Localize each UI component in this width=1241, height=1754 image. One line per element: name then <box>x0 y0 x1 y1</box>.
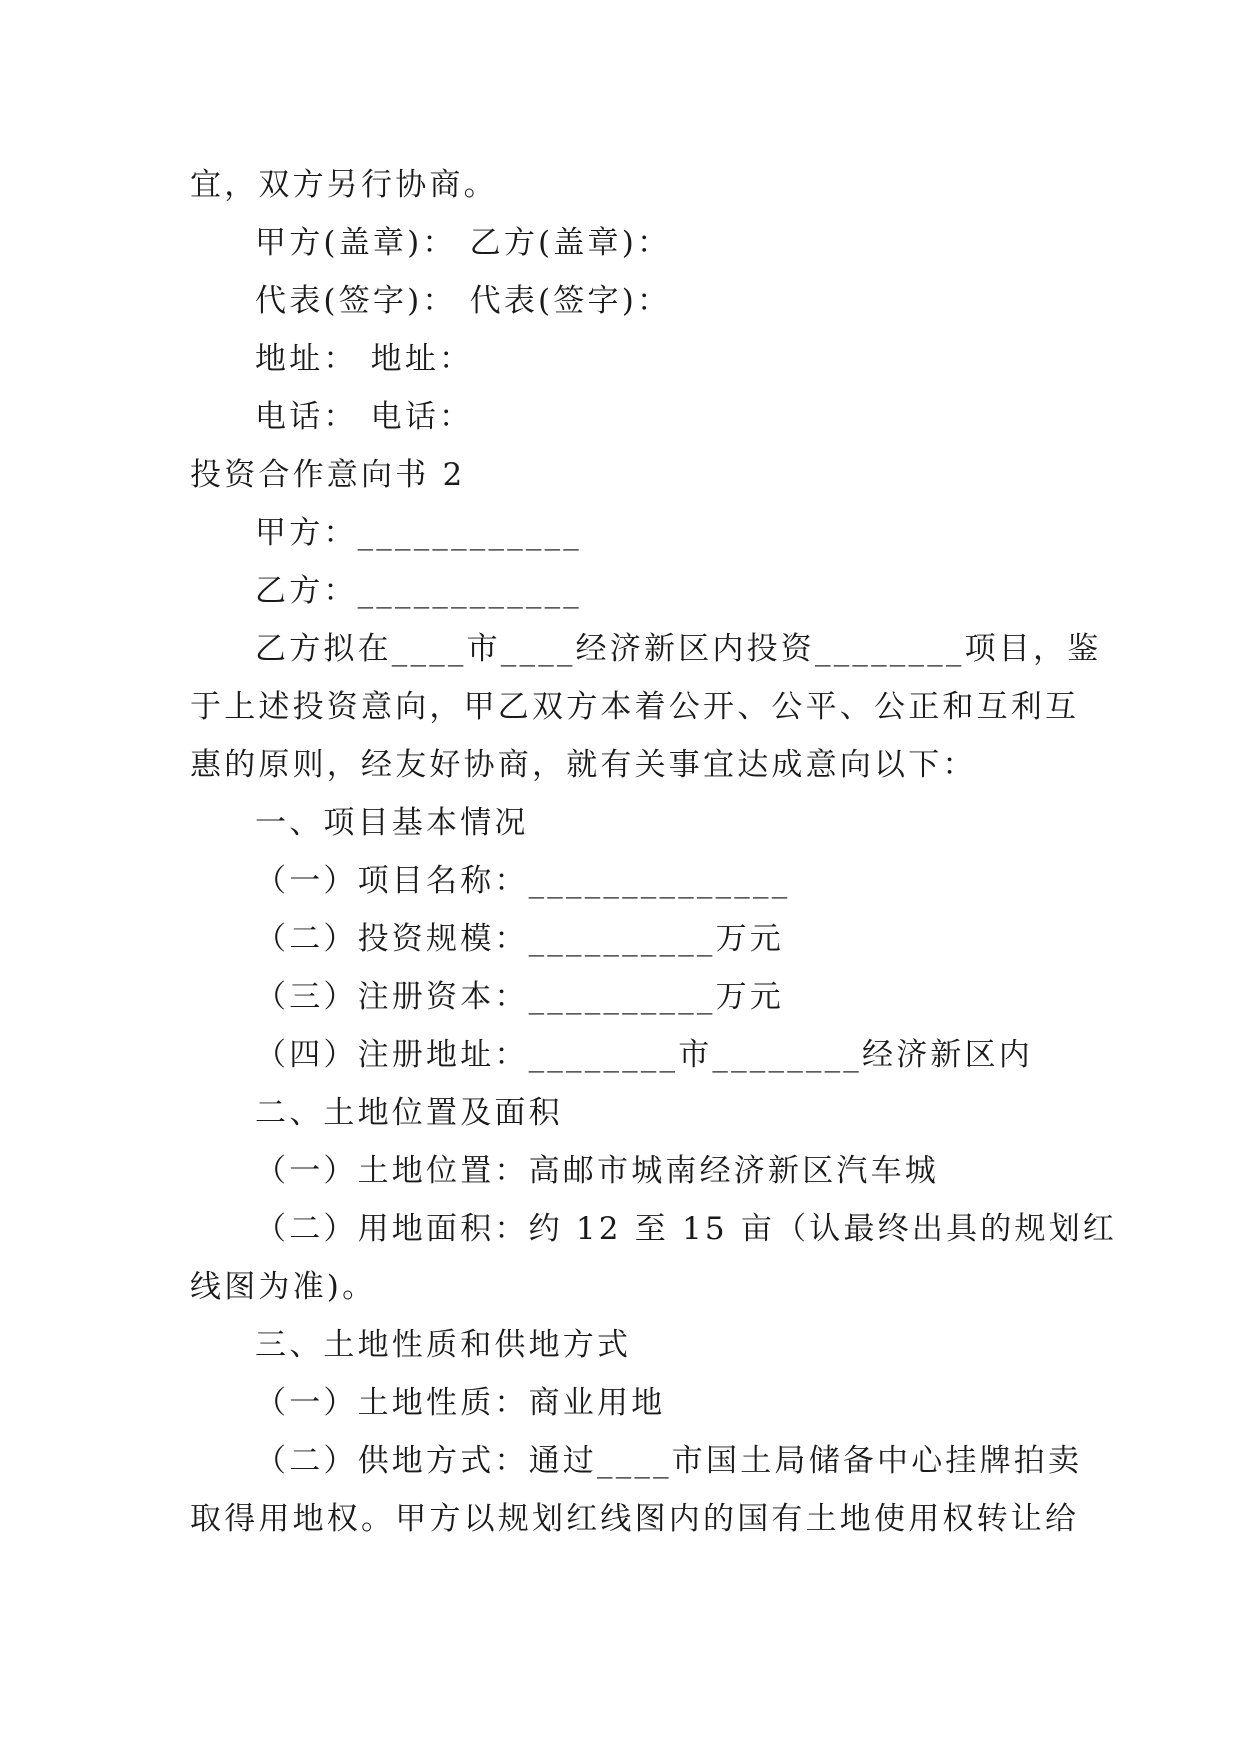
party-b-line: 乙方：____________ <box>255 573 582 609</box>
paragraph-line: 于上述投资意向，甲乙双方本着公开、公平、公正和互利互 <box>190 689 1080 725</box>
item-supply-method: （二）供地方式：通过____市国土局储备中心挂牌拍卖 <box>255 1443 1083 1479</box>
signature-line-seal: 甲方(盖章)： 乙方(盖章)： <box>255 225 672 261</box>
section-title: 投资合作意向书 2 <box>190 457 466 493</box>
heading-land-nature: 三、土地性质和供地方式 <box>255 1327 632 1363</box>
paragraph-line: 惠的原则，经友好协商，就有关事宜达成意向以下： <box>190 747 977 783</box>
item-project-name: （一）项目名称：______________ <box>255 863 791 899</box>
heading-land-location: 二、土地位置及面积 <box>255 1095 563 1131</box>
text-line: 宜，双方另行协商。 <box>190 167 498 203</box>
signature-line-address: 地址： 地址： <box>255 341 474 377</box>
item-registered-capital: （三）注册资本：__________万元 <box>255 979 784 1015</box>
item-registered-address: （四）注册地址：________市________经济新区内 <box>255 1037 1033 1073</box>
signature-line-representative: 代表(签字)： 代表(签字)： <box>255 283 672 319</box>
heading-project-info: 一、项目基本情况 <box>255 805 529 841</box>
signature-line-phone: 电话： 电话： <box>255 399 474 435</box>
party-a-line: 甲方：____________ <box>255 515 582 551</box>
item-land-area: （二）用地面积：约 12 至 15 亩（认最终出具的规划红 <box>255 1211 1118 1247</box>
paragraph-line: 线图为准)。 <box>190 1269 377 1305</box>
item-land-nature: （一）土地性质：商业用地 <box>255 1385 666 1421</box>
item-investment-scale: （二）投资规模：__________万元 <box>255 921 784 957</box>
item-land-location: （一）土地位置：高邮市城南经济新区汽车城 <box>255 1153 939 1189</box>
paragraph-line: 取得用地权。甲方以规划红线图内的国有土地使用权转让给 <box>190 1501 1080 1537</box>
paragraph-line: 乙方拟在____市____经济新区内投资________项目，鉴 <box>255 631 1102 667</box>
